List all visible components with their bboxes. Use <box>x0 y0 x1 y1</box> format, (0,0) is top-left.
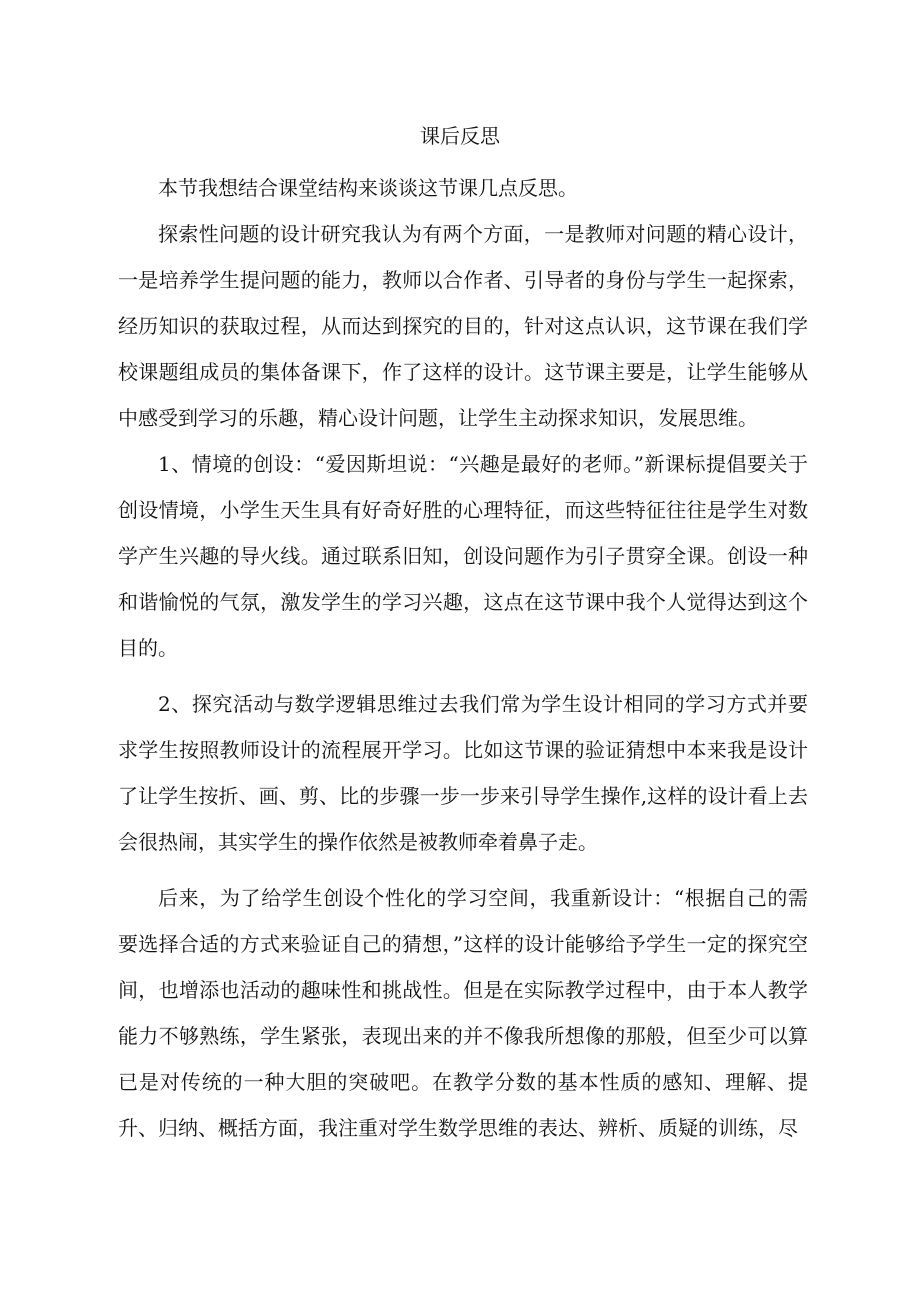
paragraph-redesign: 后来，为了给学生创设个性化的学习空间，我重新设计：“根据自己的需要选择合适的方式来验证自己的猜想，”这样的设计能够给予学生一定的探究空间，也增添也活动的趣味性和挑战性。但是在实际教学过程中，由于本人教学能力不够熟练，学生紧张，表现出来的并不像我所想像的那般，但至少可以算已是对传统的一种大胆的突破吧。在教学分数的基本性质的感知、理解、提升、归纳、概括方面，我注重对学生数学思维的表达、辨析、质疑的训练，尽 <box>118 886 808 1140</box>
paragraph-question-design: 探索性问题的设计研究我认为有两个方面，一是教师对问题的精心设计，一是培养学生提问题的能力，教师以合作者、引导者的身份与学生一起探索，经历知识的获取过程，从而达到探究的目的，针对这点认识，这节课在我们学校课题组成员的集体备课下，作了这样的设计。这节课主要是，让学生能够从中感受到学习的乐趣，精心设计问题，让学生主动探求知识，发展思维。 <box>118 222 808 430</box>
document-title: 课后反思 <box>420 124 500 148</box>
paragraph-intro: 本节我想结合课堂结构来谈谈这节课几点反思。 <box>158 176 578 200</box>
document-body <box>118 165 808 1151</box>
paragraph-exploration-activity: 2、探究活动与数学逻辑思维过去我们常为学生设计相同的学习方式并要求学生按照教师设计的流程展开学习。比如这节课的验证猜想中本来我是设计了让学生按折、画、剪、比的步骤一步一步来引导学生操作,这样的设计看上去会很热闹，其实学生的操作依然是被教师牵着鼻子走。 <box>118 692 808 854</box>
paragraph-situation-creation: 1、情境的创设：“爱因斯坦说：“兴趣是最好的老师。”新课标提倡要关于创设情境，小学生天生具有好奇好胜的心理特征，而这些特征往往是学生对数学产生兴趣的导火线。通过联系旧知，创设问题作为引子贯穿全课。创设一种和谐愉悦的气氛，激发学生的学习兴趣，这点在这节课中我个人觉得达到这个目的。 <box>118 452 808 660</box>
